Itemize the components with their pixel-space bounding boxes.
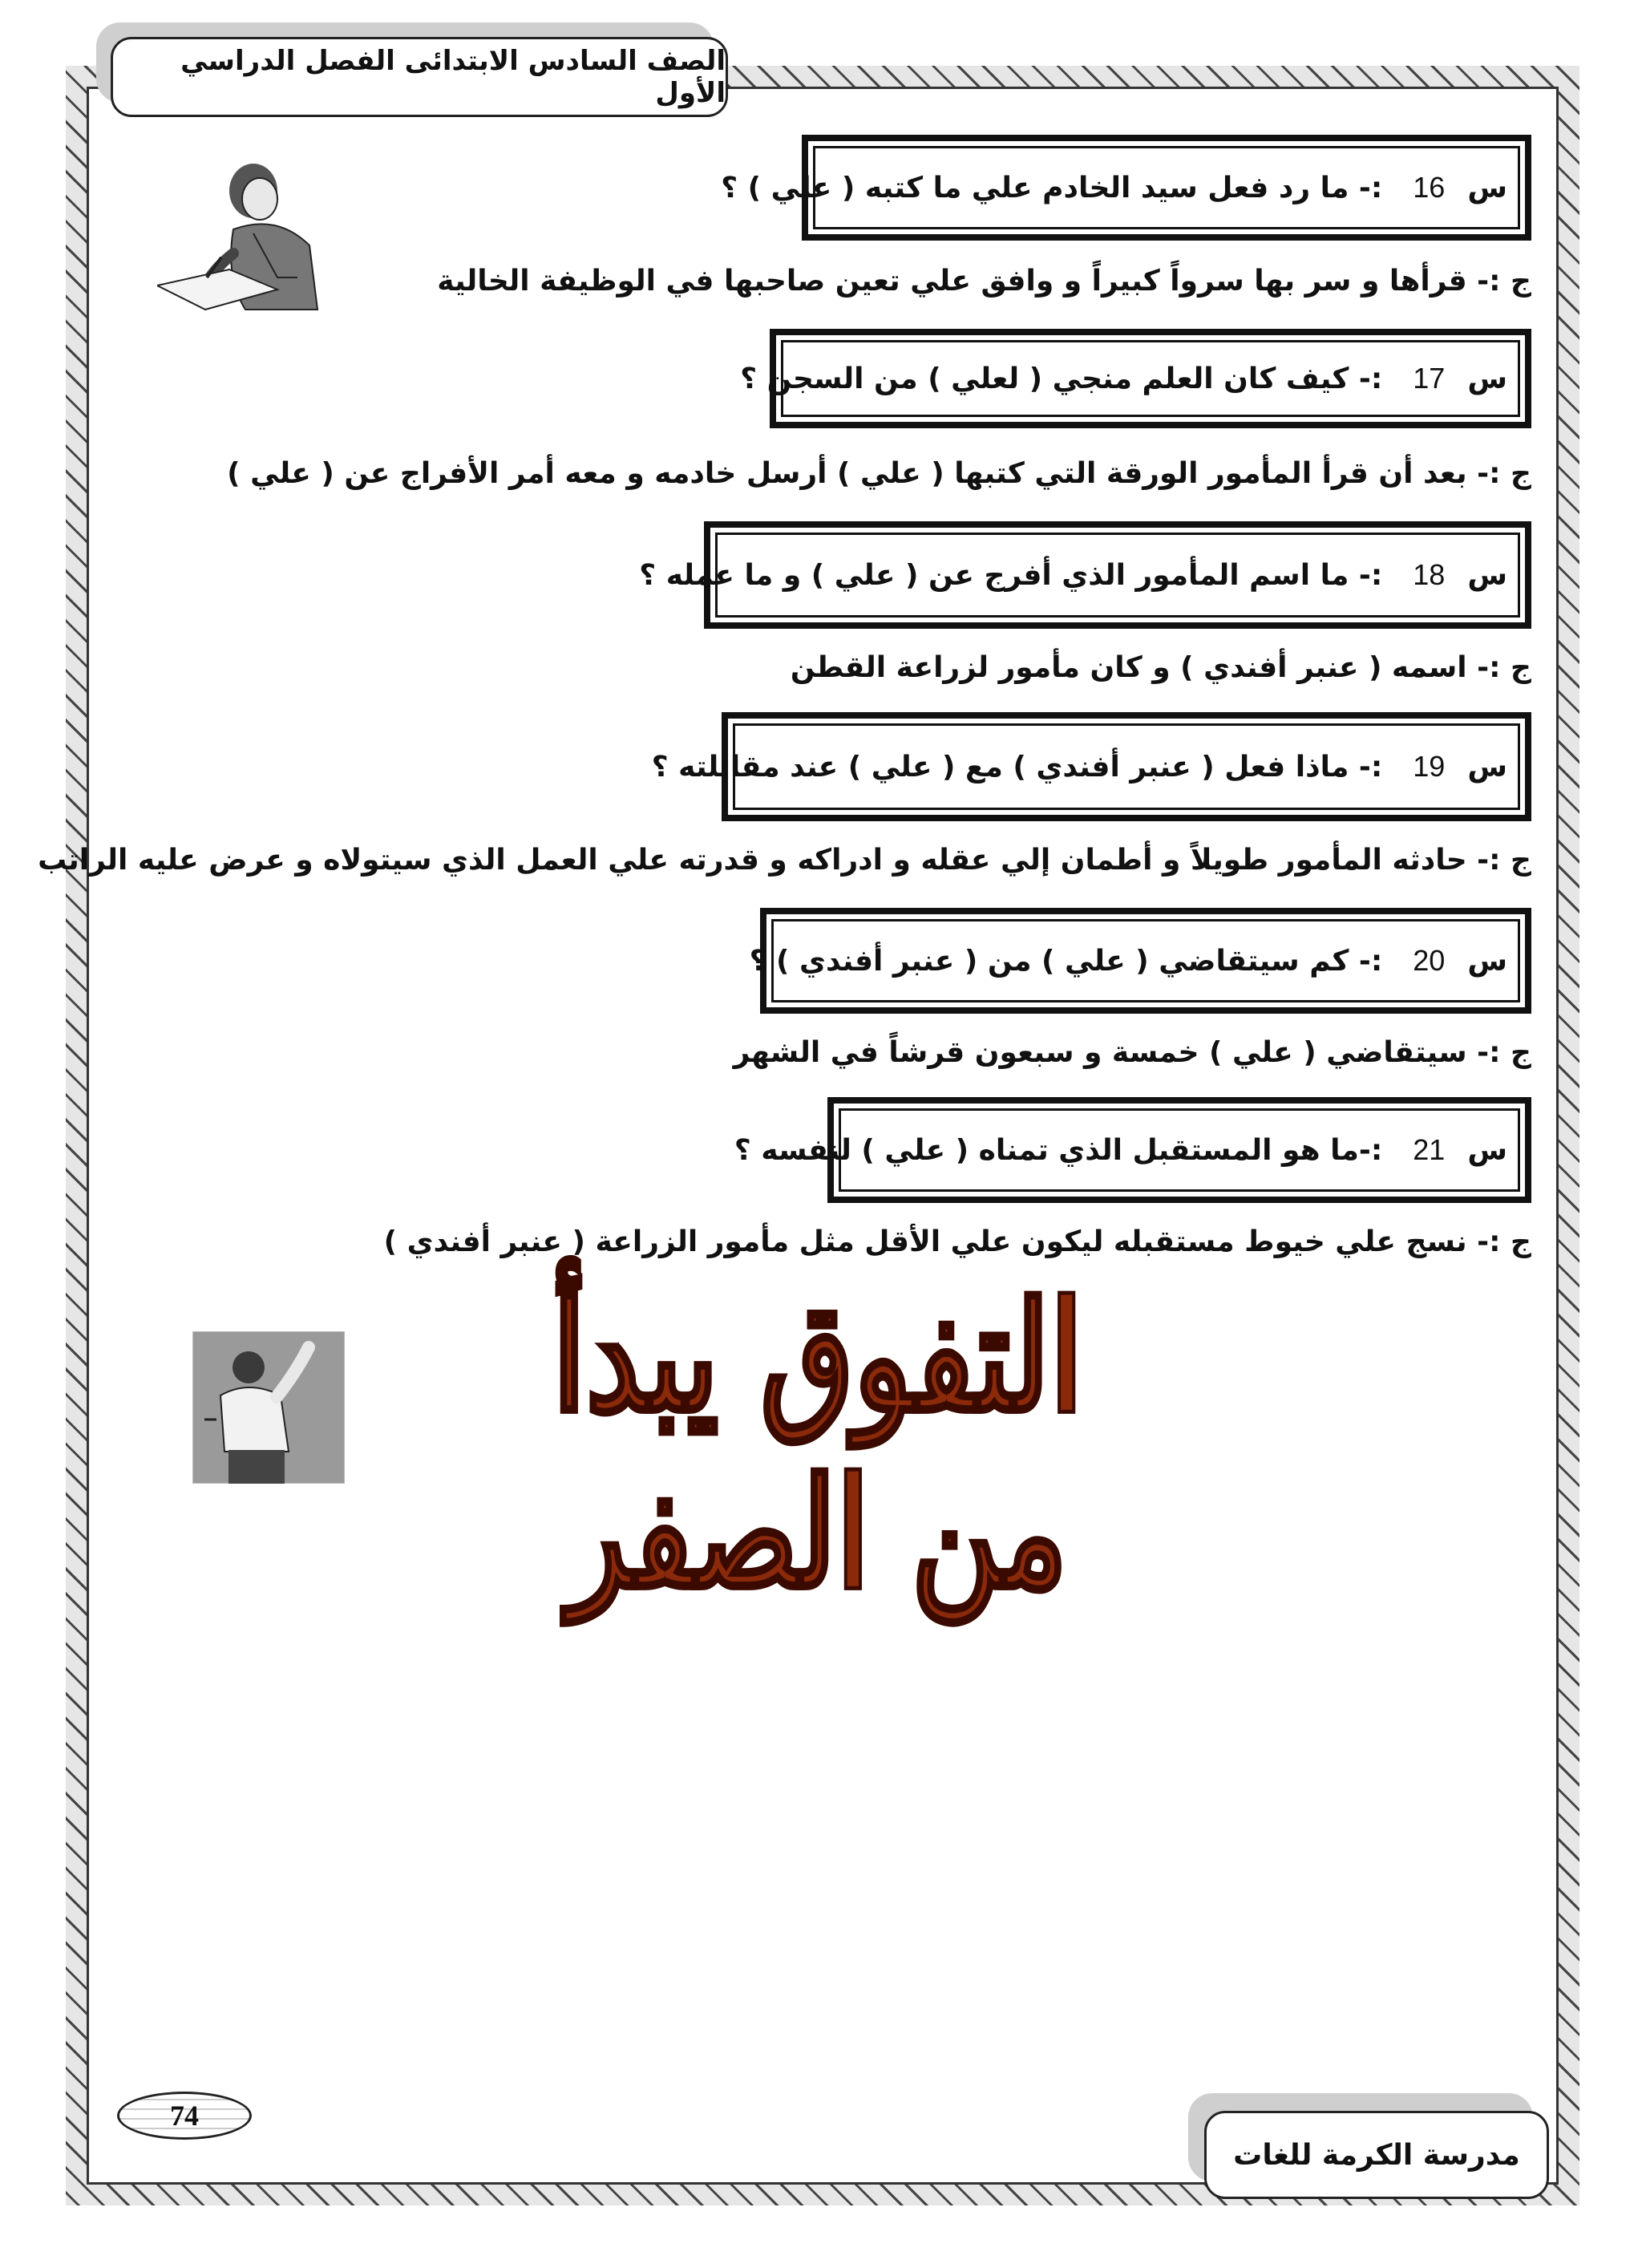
question-text: :- كيف كان العلم منجي ( لعلي ) من السجن ؟ xyxy=(740,362,1383,395)
question-number: 19 xyxy=(1413,750,1446,783)
question-box xyxy=(734,1097,1531,1203)
question-number: 16 xyxy=(1413,171,1446,204)
answer-text: ج :- حادثه المأمور طويلاً و أطمان إلي عقله و ادراكه و قدرته علي العمل الذي سيتولاه و عرض عليه الراتب xyxy=(38,844,1531,877)
slogan-text: التفوق يبدأ من الصفر xyxy=(552,1269,1084,1622)
answer-text: ج :- قرأها و سر بها سرواً كبيراً و وافق علي تعين صاحبها في الوظيفة الخالية xyxy=(437,265,1531,298)
question-box xyxy=(740,329,1531,428)
question-prefix: س xyxy=(1467,944,1507,978)
question-box xyxy=(749,908,1531,1014)
question-text: :- ماذا فعل ( عنبر أفندي ) مع ( علي ) عند مقابلته ؟ xyxy=(651,750,1383,784)
question-number: 18 xyxy=(1413,558,1446,591)
question-text: :- ما رد فعل سيد الخادم علي ما كتبه ( علي ) ؟ xyxy=(721,171,1383,205)
question-prefix: س xyxy=(1467,1133,1507,1167)
header-title: الصف السادس الابتدائى الفصل الدراسي الأول xyxy=(111,37,728,117)
question-box xyxy=(721,135,1531,241)
answer-text: ج :- بعد أن قرأ المأمور الورقة التي كتبها ( علي ) أرسل خادمه و معه أمر الأفراج عن ( علي ) xyxy=(227,457,1531,490)
question-box xyxy=(651,712,1531,821)
page-number: 74 xyxy=(117,2092,252,2140)
student-writing-illustration xyxy=(157,157,334,318)
question-prefix: س xyxy=(1467,362,1507,395)
question-number: 17 xyxy=(1413,362,1446,395)
question-box xyxy=(639,521,1531,629)
question-text: :- كم سيتقاضي ( علي ) من ( عنبر أفندي ) ؟ xyxy=(749,944,1383,978)
question-prefix: س xyxy=(1467,750,1507,784)
question-prefix: س xyxy=(1467,558,1507,592)
question-prefix: س xyxy=(1467,171,1507,205)
question-text: :-ما هو المستقبل الذي تمناه ( علي ) لنفسه ؟ xyxy=(734,1133,1383,1167)
answer-text: ج :- اسمه ( عنبر أفندي ) و كان مأمور لزراعة القطن xyxy=(790,651,1531,684)
question-text: :- ما اسم المأمور الذي أفرج عن ( علي ) و ما عمله ؟ xyxy=(639,558,1383,592)
answer-text: ج :- نسج علي خيوط مستقبله ليكون علي الأقل مثل مأمور الزراعة ( عنبر أفندي ) xyxy=(383,1225,1531,1258)
teacher-at-board-illustration xyxy=(192,1331,345,1484)
question-number: 20 xyxy=(1413,944,1446,977)
footer-school-name: مدرسة الكرمة للغات xyxy=(1204,2111,1549,2199)
answer-text: ج :- سيتقاضي ( علي ) خمسة و سبعون قرشاً في الشهر xyxy=(733,1036,1531,1069)
question-number: 21 xyxy=(1413,1133,1446,1166)
